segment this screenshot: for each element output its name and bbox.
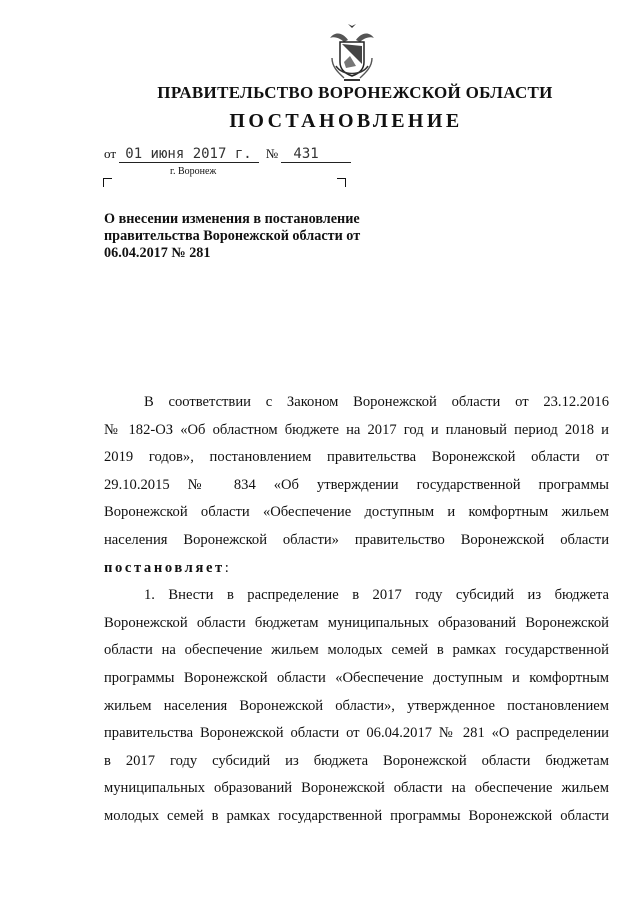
subject-line: правительства Воронежской области от xyxy=(104,228,361,244)
item-line: Воронежской области бюджетам муниципальных образований Воронежской xyxy=(104,614,609,631)
date-prefix: от xyxy=(104,146,117,161)
preamble-line: Воронежской области «Обеспечение доступным и комфортным жильем xyxy=(104,504,609,521)
decree-colon: : xyxy=(224,559,229,576)
decree-line xyxy=(104,555,609,583)
corner-mark-right xyxy=(337,178,346,187)
number-field xyxy=(281,146,351,163)
item-line: муниципальных образований Воронежской области на обеспечение жильем xyxy=(104,780,609,797)
subject-heading xyxy=(104,211,404,262)
number-prefix: № xyxy=(265,146,279,161)
body-text xyxy=(104,389,609,831)
item-line: 1. Внести в распределение в 2017 году субсидий из бюджета xyxy=(144,587,609,604)
item-line: области на обеспечение жильем молодых семей в рамках государственной xyxy=(104,642,609,659)
item-line: программы Воронежской области «Обеспечение доступным и комфортным xyxy=(104,669,609,686)
date-value: 01 июня 2017 г. xyxy=(125,146,252,162)
item-line: в 2017 году субсидий из бюджета Воронежской области бюджетам xyxy=(104,752,609,769)
date-field xyxy=(119,146,259,163)
preamble-line: 29.10.2015 № 834 «Об утверждении государственной программы xyxy=(104,476,609,493)
preamble-line: № 182-ОЗ «Об областном бюджете на 2017 год и плановый период 2018 и xyxy=(104,421,609,438)
coat-of-arms-emblem xyxy=(322,22,382,84)
corner-mark-left xyxy=(103,178,112,187)
document-type: ПОСТАНОВЛЕНИЕ xyxy=(229,110,463,132)
date-number-line xyxy=(104,146,351,163)
city: г. Воронеж xyxy=(170,166,217,177)
preamble-line: населения Воронежской области» правительство Воронежской области xyxy=(104,531,609,548)
preamble-line: 2019 годов», постановлением правительства Воронежской области от xyxy=(104,449,609,466)
government-name: ПРАВИТЕЛЬСТВО ВОРОНЕЖСКОЙ ОБЛАСТИ xyxy=(157,83,553,102)
item-line: молодых семей в рамках государственной программы Воронежской области xyxy=(104,807,609,824)
decree-word: постановляет xyxy=(104,559,225,576)
preamble-line: В соответствии с Законом Воронежской области от 23.12.2016 xyxy=(144,394,609,410)
number-value: 431 xyxy=(293,146,319,162)
subject-line: О внесении изменения в постановление xyxy=(104,211,360,227)
subject-line: 06.04.2017 № 281 xyxy=(104,245,211,261)
item-line: правительства Воронежской области от 06.04.2017 № 281 «О распределении xyxy=(104,725,609,742)
item-line: жильем населения Воронежской области», утвержденное постановлением xyxy=(104,697,609,714)
